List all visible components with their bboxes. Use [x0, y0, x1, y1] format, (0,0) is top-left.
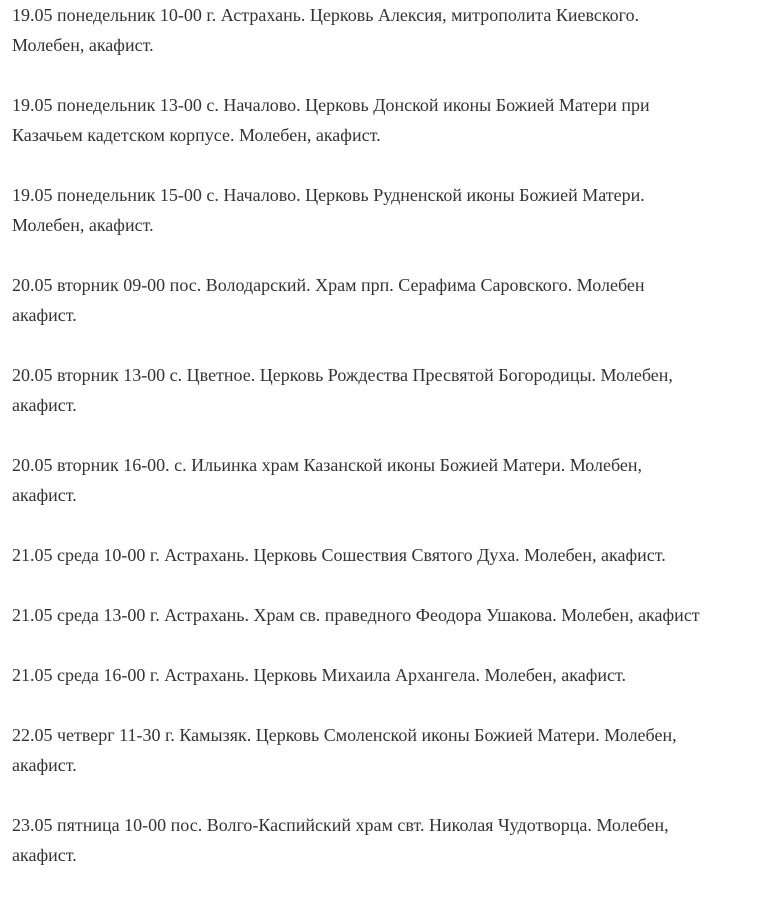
schedule-entry: 20.05 вторник 16-00. с. Ильинка храм Казанской иконы Божией Матери. Молебен, акафист. [12, 455, 643, 505]
schedule-entry: 21.05 среда 13-00 г. Астрахань. Храм св. праведного Феодора Ушакова. Молебен, акафист [12, 605, 700, 625]
schedule-list [12, 0, 773, 900]
schedule-entry: 23.05 пятница 10-00 пос. Волго-Каспийский храм свт. Николая Чудотворца. Молебен, акафист. [12, 815, 669, 865]
schedule-entry: 19.05 понедельник 13-00 с. Началово. Церковь Донской иконы Божией Матери при Казачьем кадетском корпусе. Молебен, акафист. [12, 95, 650, 145]
schedule-entry: 21.05 среда 16-00 г. Астрахань. Церковь Михаила Архангела. Молебен, акафист. [12, 665, 627, 685]
schedule-entry: 22.05 четверг 11-30 г. Камызяк. Церковь Смоленской иконы Божией Матери. Молебен, акафист. [12, 725, 677, 775]
schedule-entry: 19.05 понедельник 10-00 г. Астрахань. Церковь Алексия, митрополита Киевского. Молебен, акафист. [12, 5, 640, 55]
schedule-entry: 21.05 среда 10-00 г. Астрахань. Церковь Сошествия Святого Духа. Молебен, акафист. [12, 545, 666, 565]
schedule-entry: 19.05 понедельник 15-00 с. Началово. Церковь Рудненской иконы Божией Матери. Молебен, акафист. [12, 185, 645, 235]
schedule-entry: 20.05 вторник 13-00 с. Цветное. Церковь Рождества Пресвятой Богородицы. Молебен, акафист. [12, 365, 673, 415]
schedule-entry: 20.05 вторник 09-00 пос. Володарский. Храм прп. Серафима Саровского. Молебен акафист. [12, 275, 645, 325]
